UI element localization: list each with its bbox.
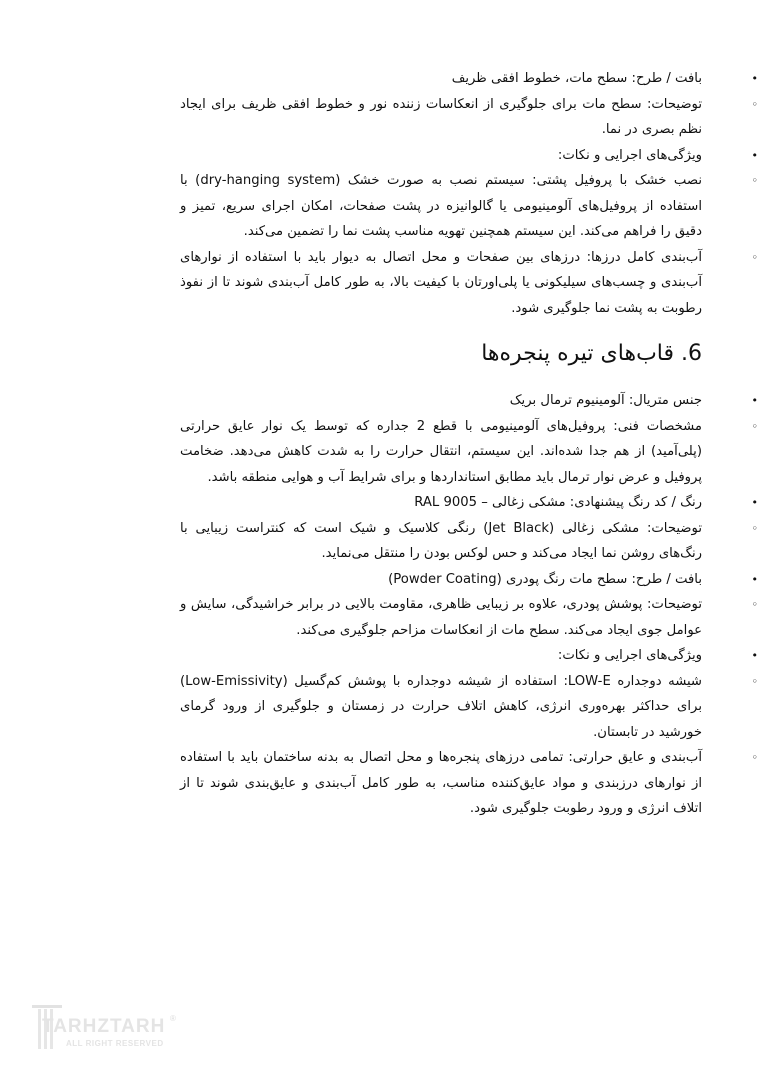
list-item: ◦ شیشه دوجداره LOW-E: استفاده از شیشه دوجداره با پوشش کم‌گسیل (Low-Emissivity) برای حداکثر بهره‌وری انرژی، کاهش اتلاف حرارت در زمستان و جلوگیری از ورود گرمای خورشید در تابستان. xyxy=(180,669,702,746)
watermark-tagline: ALL RIGHT RESERVED xyxy=(66,1039,164,1048)
material-notes-list xyxy=(180,66,702,321)
list-item: • رنگ / کد رنگ پیشنهادی: مشکی زغالی – RAL 9005 xyxy=(180,490,702,516)
document-body xyxy=(180,66,702,822)
list-item: • جنس متریال: آلومینیوم ترمال بریک xyxy=(180,388,702,414)
section-heading: 6. قاب‌های تیره پنجره‌ها xyxy=(481,341,702,366)
list-item: ◦ نصب خشک با پروفیل پشتی: سیستم نصب به صورت خشک (dry-hanging system) با استفاده از پروفیل‌های آلومینیومی یا گالوانیزه در پشت صفحات، امکان اجرای سریع، تمیز و دقیق را فراهم می‌کند. این سیستم همچنین تهویه مناسب پشت نما را تضمین می‌کند. xyxy=(180,168,702,245)
list-item: ◦ آب‌بندی کامل درزها: درزهای بین صفحات و محل اتصال به دیوار باید با استفاده از نوارهای آب‌بندی و چسب‌های سیلیکونی یا پلی‌اورتان با کیفیت بالا، به طور کامل آب‌بندی شوند تا از نفوذ رطوبت به پشت نما جلوگیری شود. xyxy=(180,245,702,322)
list-item: • ویژگی‌های اجرایی و نکات: xyxy=(180,643,702,669)
list-item: • بافت / طرح: سطح مات، خطوط افقی ظریف xyxy=(180,66,702,92)
list-item: ◦ آب‌بندی و عایق حرارتی: تمامی درزهای پنجره‌ها و محل اتصال به بدنه ساختمان باید با استفاده از نوارهای درزبندی و مواد عایق‌کننده مناسب، به طور کامل آب‌بندی و عایق‌بندی شوند تا از اتلاف انرژی و ورود رطوبت جلوگیری شود. xyxy=(180,745,702,822)
list-item: ◦ توضیحات: سطح مات برای جلوگیری از انعکاسات زننده نور و خطوط افقی ظریف برای ایجاد نظم بصری در نما. xyxy=(180,92,702,143)
window-frames-list xyxy=(180,388,702,822)
list-item: • ویژگی‌های اجرایی و نکات: xyxy=(180,143,702,169)
list-item: ◦ مشخصات فنی: پروفیل‌های آلومینیومی با قطع 2 جداره که توسط یک نوار عایق حرارتی (پلی‌آمید) از هم جدا شده‌اند. این سیستم، انتقال حرارت را به شدت کاهش می‌دهد. ضخامت پروفیل و عرض نوار ترمال باید مطابق استانداردها و برای شرایط آب و هوایی منطقه باشد. xyxy=(180,414,702,491)
list-item: • بافت / طرح: سطح مات رنگ پودری (Powder Coating) xyxy=(180,567,702,593)
list-item: ◦ توضیحات: مشکی زغالی (Jet Black) رنگی کلاسیک و شیک است که کنتراست زیبایی با رنگ‌های روشن نما ایجاد می‌کند و حس لوکس بودن را منتقل می‌نماید. xyxy=(180,516,702,567)
list-item: ◦ توضیحات: پوشش پودری، علاوه بر زیبایی ظاهری، مقاومت بالایی در برابر خراشیدگی، سایش و عوامل جوی ایجاد می‌کند. سطح مات از انعکاسات مزاحم جلوگیری می‌کند. xyxy=(180,592,702,643)
registered-mark: ® xyxy=(170,1014,176,1023)
watermark-brand: TARHZTARH xyxy=(42,1016,166,1037)
